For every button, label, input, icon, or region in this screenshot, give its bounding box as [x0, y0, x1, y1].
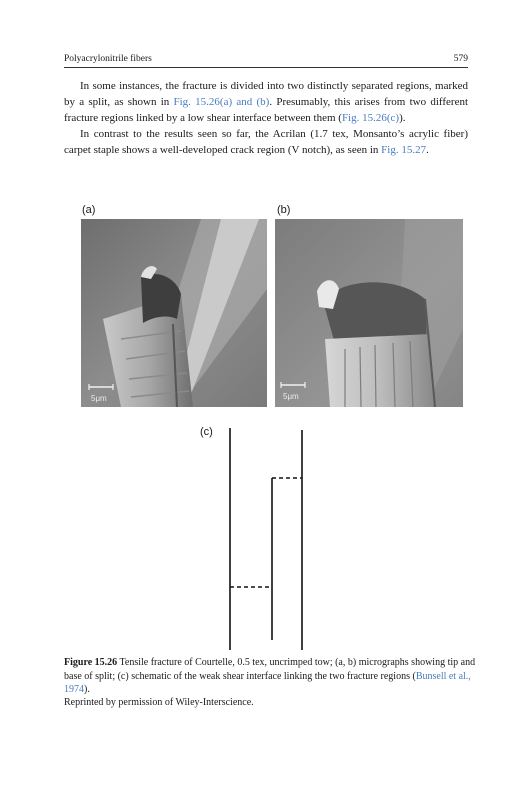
p2-text-a: In contrast to the results seen so far, the Acrilan (1.7 tex, Monsanto’s acrylic fiber) carpet staple shows a well-developed crack region (V notch), as seen in [64, 128, 468, 156]
fig-15-26ab-link[interactable]: Fig. 15.26(a) and (b) [173, 96, 270, 108]
figure-caption [64, 656, 484, 697]
reprint-note: Reprinted by permission of Wiley-Interscience. [64, 697, 254, 708]
page-number: 579 [453, 54, 468, 64]
micrograph-b [275, 219, 463, 407]
p1-text-c: ). [399, 112, 406, 124]
micrograph-a-image [81, 219, 267, 407]
panel-label-c: (c) [200, 426, 213, 438]
shear-interface-schematic [220, 428, 320, 650]
caption-label: Figure 15.26 [64, 657, 118, 668]
p2-text-b: . [426, 144, 429, 156]
scale-bar-a-label: 5μm [91, 394, 107, 403]
paragraph-1 [64, 78, 468, 126]
panel-label-b: (b) [277, 204, 291, 216]
citation-link[interactable]: Bunsell et al., 1974 [64, 670, 471, 695]
micrograph-b-image [275, 219, 463, 407]
body-text [64, 78, 468, 158]
running-head [64, 54, 468, 64]
header-rule [64, 67, 468, 68]
scale-bar-b-label: 5μm [283, 392, 299, 401]
p1-text-a: In some instances, the fracture is divided into two distinctly separated regions, marked by a split, as shown in [64, 80, 468, 108]
micrograph-a [81, 219, 267, 407]
p1-text-b: . Presumably, this arises from two different fracture regions linked by a low shear interface between them ( [64, 96, 469, 124]
fig-15-27-link[interactable]: Fig. 15.27 [381, 144, 427, 156]
panel-label-a: (a) [82, 204, 96, 216]
fig-15-26c-link[interactable]: Fig. 15.26(c) [341, 112, 400, 124]
caption-text: Tensile fracture of Courtelle, 0.5 tex, uncrimped tow; (a, b) micrographs showing tip and base of split; (c) schematic of the weak shear interface linking the two fracture regions ( [64, 657, 476, 682]
running-title: Polyacrylonitrile fibers [64, 54, 152, 64]
caption-end: ). [84, 684, 90, 695]
paragraph-2 [64, 126, 468, 158]
